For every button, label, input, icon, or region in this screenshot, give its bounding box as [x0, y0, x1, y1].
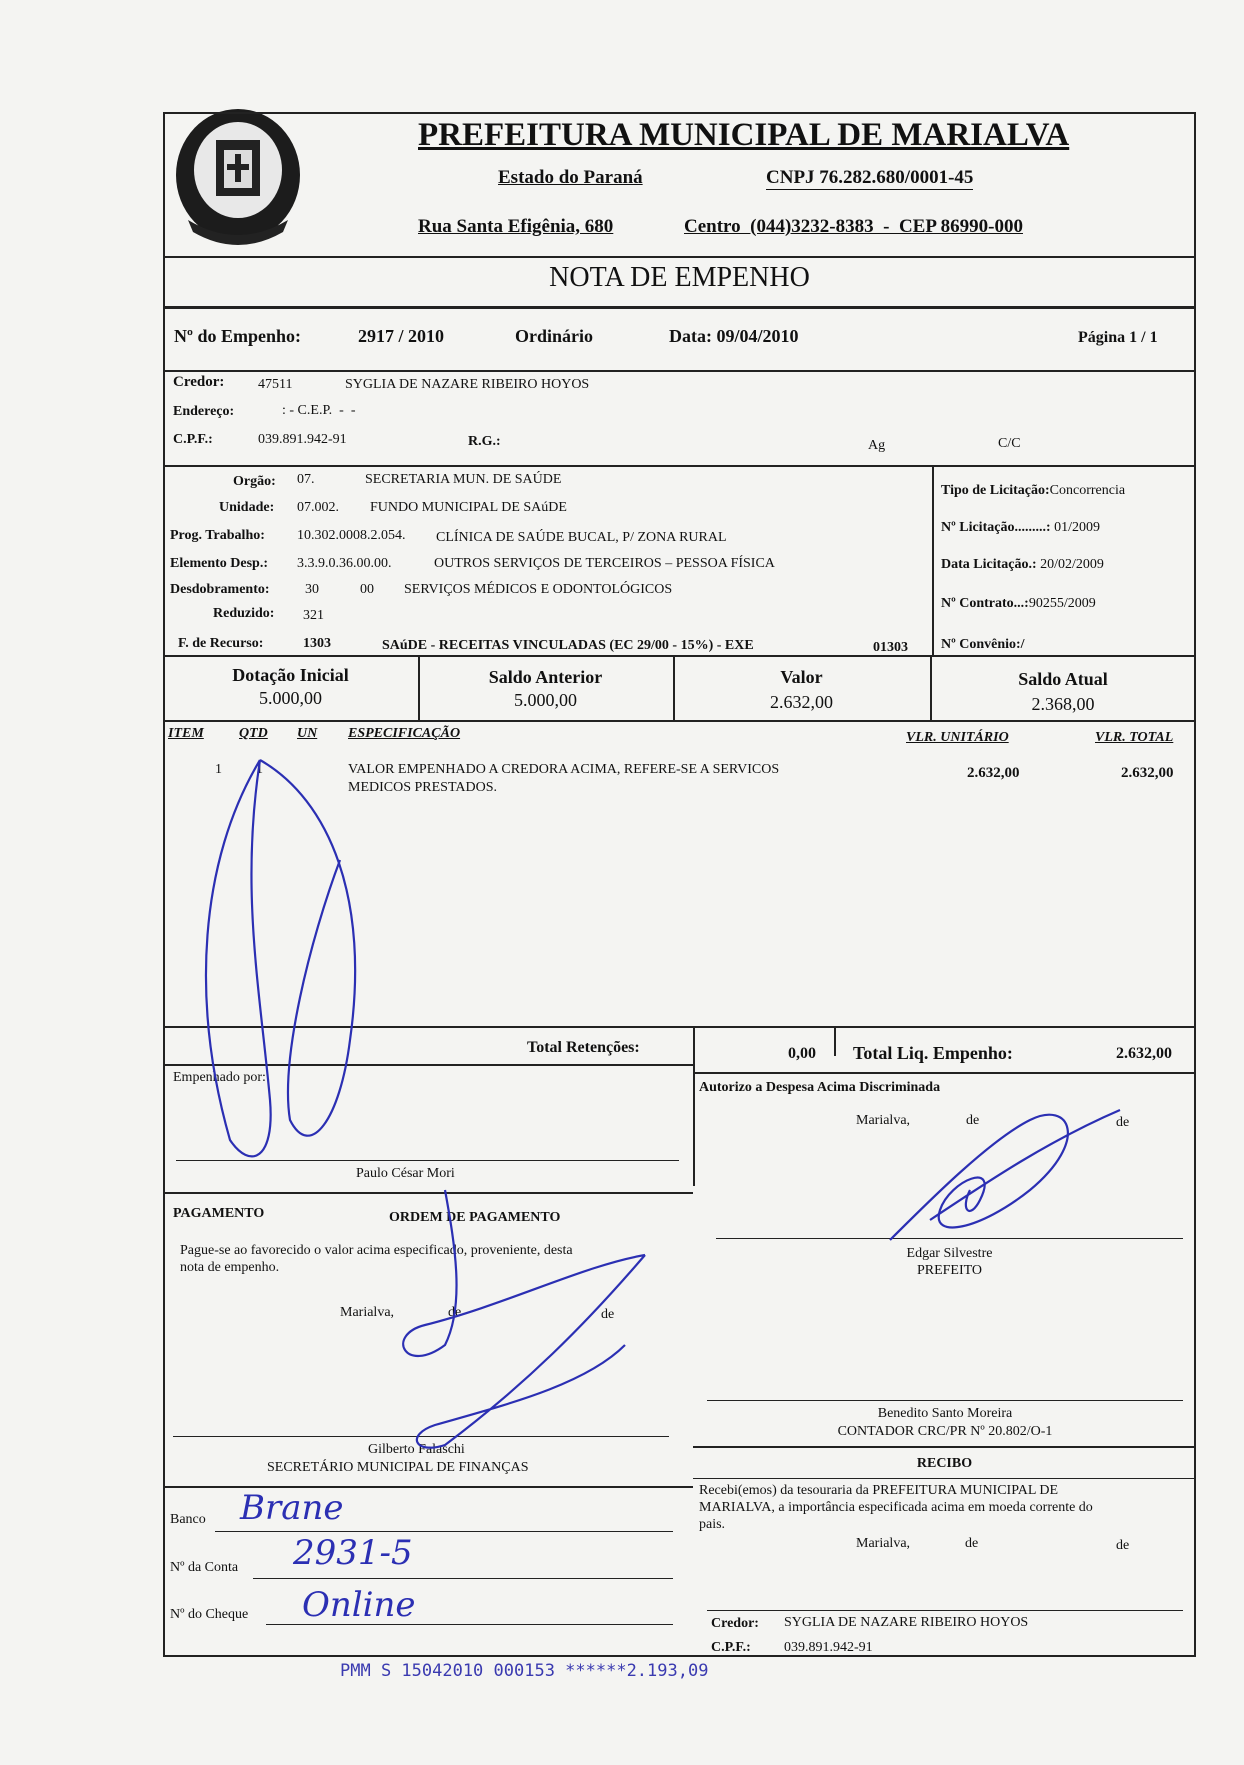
conta-label: Nº da Conta — [170, 1560, 239, 1575]
credor-name: SYGLIA DE NAZARE RIBEIRO HOYOS — [345, 377, 590, 392]
secretario-name: Gilberto Falaschi — [368, 1442, 465, 1457]
item-row-total-value: 2.632,00 — [1121, 765, 1174, 781]
licitacao-num-label: Nº Licitação.........: — [941, 520, 1051, 535]
item-row-unit-value: 2.632,00 — [967, 765, 1020, 781]
recurso-label: F. de Recurso: — [178, 636, 264, 651]
pagamento-place: Marialva, — [340, 1305, 395, 1320]
prefeito-signature-icon — [870, 1100, 1130, 1250]
recibo-place: Marialva, — [856, 1536, 911, 1551]
contrato-value: 90255/2009 — [1028, 596, 1096, 611]
saldo-anterior-label: Saldo Anterior — [488, 667, 603, 687]
recibo-cpf-label: C.P.F.: — [711, 1640, 751, 1655]
valor-label: Valor — [780, 667, 823, 687]
street-label: Rua Santa Efigênia, 680 — [418, 216, 614, 237]
prog-code: 10.302.0008.2.054. — [297, 528, 406, 543]
reduzido-code: 321 — [303, 608, 324, 623]
cc-label: C/C — [998, 436, 1021, 451]
cpf-label: C.P.F.: — [173, 432, 213, 447]
autorizo-label: Autorizo a Despesa Acima Discriminada — [699, 1080, 941, 1095]
licitacao-num-value: 01/2009 — [1054, 520, 1100, 535]
elem-label: Elemento Desp.: — [170, 556, 268, 571]
tipo-licitacao-label: Tipo de Licitação: — [941, 483, 1050, 498]
prefeito-name: Edgar Silvestre — [906, 1246, 993, 1261]
contador-name: Benedito Santo Moreira — [877, 1406, 1013, 1421]
orgao-code: 07. — [297, 472, 315, 487]
dotacao-inicial-value: 5.000,00 — [259, 688, 322, 708]
total-retencoes-value: 0,00 — [788, 1045, 816, 1062]
recibo-de1: de — [965, 1536, 979, 1551]
pagamento-de2: de — [601, 1307, 615, 1322]
prog-label: Prog. Trabalho: — [170, 528, 265, 543]
ordem-pagamento-label: ORDEM DE PAGAMENTO — [389, 1210, 561, 1225]
recibo-de2: de — [1116, 1538, 1130, 1553]
total-retencoes-label: Total Retenções: — [527, 1039, 640, 1056]
items-header-un: UN — [297, 726, 318, 741]
items-header-item: ITEM — [168, 726, 204, 741]
dotacao-inicial-label: Dotação Inicial — [232, 665, 349, 685]
recibo-cpf-value: 039.891.942-91 — [784, 1640, 873, 1655]
saldo-atual-value: 2.368,00 — [1031, 694, 1095, 714]
empenho-number: 2917 / 2010 — [358, 326, 445, 346]
secretario-role: SECRETÁRIO MUNICIPAL DE FINANÇAS — [267, 1460, 529, 1475]
cheque-value: Online — [302, 1585, 416, 1625]
empenho-type: Ordinário — [515, 326, 594, 346]
state-label: Estado do Paraná — [498, 167, 643, 188]
recibo-text-line1: Recebi(emos) da tesouraria da PREFEITURA MUNICIPAL DE — [699, 1483, 1059, 1498]
autorizo-place: Marialva, — [856, 1113, 911, 1128]
convenio-label: Nº Convênio:/ — [941, 637, 1025, 652]
orgao-label: Orgão: — [233, 474, 276, 489]
page-number: Página 1 / 1 — [1078, 329, 1158, 346]
credor-label: Credor: — [173, 374, 225, 390]
recurso-code: 1303 — [303, 636, 331, 651]
desd-sub: 00 — [360, 582, 374, 597]
orgao-name: SECRETARIA MUN. DE SAÚDE — [365, 472, 562, 487]
tipo-licitacao-value: Concorrencia — [1049, 483, 1126, 498]
conta-value: 2931-5 — [293, 1533, 413, 1573]
recibo-credor-label: Credor: — [711, 1616, 759, 1631]
desd-label: Desdobramento: — [170, 582, 270, 597]
banco-value: Brane — [240, 1488, 344, 1528]
recibo-text-line3: pais. — [699, 1517, 726, 1532]
desd-name: SERVIÇOS MÉDICOS E ODONTOLÓGICOS — [404, 582, 673, 597]
empenho-date: Data: 09/04/2010 — [669, 326, 799, 346]
elem-name: OUTROS SERVIÇOS DE TERCEIROS – PESSOA FÍSICA — [434, 556, 775, 571]
recurso-code2: 01303 — [873, 640, 908, 655]
reduzido-label: Reduzido: — [213, 606, 275, 621]
pagamento-label: PAGAMENTO — [173, 1206, 265, 1221]
empenhado-signature-icon — [180, 740, 420, 1170]
items-header-spec: ESPECIFICAÇÃO — [348, 726, 461, 741]
pagamento-de1: de — [448, 1305, 462, 1320]
desd-code: 30 — [305, 582, 319, 597]
prefeito-role: PREFEITO — [916, 1263, 983, 1278]
municipality-title: PREFEITURA MUNICIPAL DE MARIALVA — [418, 117, 1070, 153]
ag-label: Ag — [868, 438, 886, 453]
valor-value: 2.632,00 — [770, 692, 833, 712]
bank-stamp: PMM S 15042010 000153 ******2.193,09 — [340, 1661, 709, 1681]
items-header-qtd: QTD — [239, 726, 268, 741]
credor-code: 47511 — [258, 377, 293, 392]
cnpj-label: CNPJ 76.282.680/0001-45 — [766, 167, 974, 188]
empenhado-name: Paulo César Mori — [356, 1166, 455, 1181]
cheque-label: Nº do Cheque — [170, 1607, 249, 1622]
items-header-total: VLR. TOTAL — [1095, 730, 1174, 745]
address-value: : - C.E.P. - - — [282, 403, 356, 418]
pagamento-text-line2: nota de empenho. — [180, 1260, 280, 1275]
unidade-label: Unidade: — [219, 500, 275, 515]
saldo-anterior-value: 5.000,00 — [514, 690, 577, 710]
banco-label: Banco — [170, 1512, 206, 1527]
address-label: Endereço: — [173, 404, 235, 419]
autorizo-de2: de — [1116, 1115, 1130, 1130]
empenho-number-label: Nº do Empenho: — [174, 326, 301, 346]
document-title: NOTA DE EMPENHO — [549, 262, 810, 293]
prog-name: CLÍNICA DE SAÚDE BUCAL, P/ ZONA RURAL — [436, 530, 727, 545]
cpf-value: 039.891.942-91 — [258, 432, 347, 447]
item-row-spec-line1: VALOR EMPENHADO A CREDORA ACIMA, REFERE-SE A SERVICOS — [348, 762, 780, 777]
licitacao-data-label: Data Licitação.: — [941, 557, 1037, 572]
item-row-qtd: 1 — [256, 762, 263, 777]
total-liquido-label: Total Liq. Empenho: — [853, 1043, 1013, 1063]
contact-label: Centro (044)3232-8383 - CEP 86990-000 — [684, 216, 1023, 237]
secretario-signature-icon — [325, 1185, 665, 1465]
recurso-name: SAúDE - RECEITAS VINCULADAS (EC 29/00 - 15%) - EXE — [382, 638, 754, 653]
item-row-spec-line2: MEDICOS PRESTADOS. — [348, 780, 498, 795]
licitacao-data-value: 20/02/2009 — [1040, 557, 1104, 572]
pagamento-text-line1: Pague-se ao favorecido o valor acima especificado, proveniente, desta — [180, 1243, 573, 1258]
saldo-atual-label: Saldo Atual — [1018, 669, 1108, 689]
autorizo-de1: de — [966, 1113, 980, 1128]
recibo-text-line2: MARIALVA, a importância especificada acima em moeda corrente do — [699, 1500, 1093, 1515]
contrato-label: Nº Contrato...: — [941, 596, 1029, 611]
total-liquido-value: 2.632,00 — [1116, 1045, 1172, 1062]
items-header-unit: VLR. UNITÁRIO — [906, 730, 1009, 745]
unidade-name: FUNDO MUNICIPAL DE SAúDE — [370, 500, 567, 515]
recibo-label: RECIBO — [916, 1456, 973, 1471]
contador-role: CONTADOR CRC/PR Nº 20.802/O-1 — [837, 1424, 1053, 1439]
unidade-code: 07.002. — [297, 500, 339, 515]
elem-code: 3.3.9.0.36.00.00. — [297, 556, 392, 571]
rg-label: R.G.: — [468, 434, 501, 449]
item-row-number: 1 — [215, 762, 222, 777]
empenhado-label: Empenhado por: — [173, 1070, 266, 1085]
recibo-credor-name: SYGLIA DE NAZARE RIBEIRO HOYOS — [784, 1615, 1029, 1630]
